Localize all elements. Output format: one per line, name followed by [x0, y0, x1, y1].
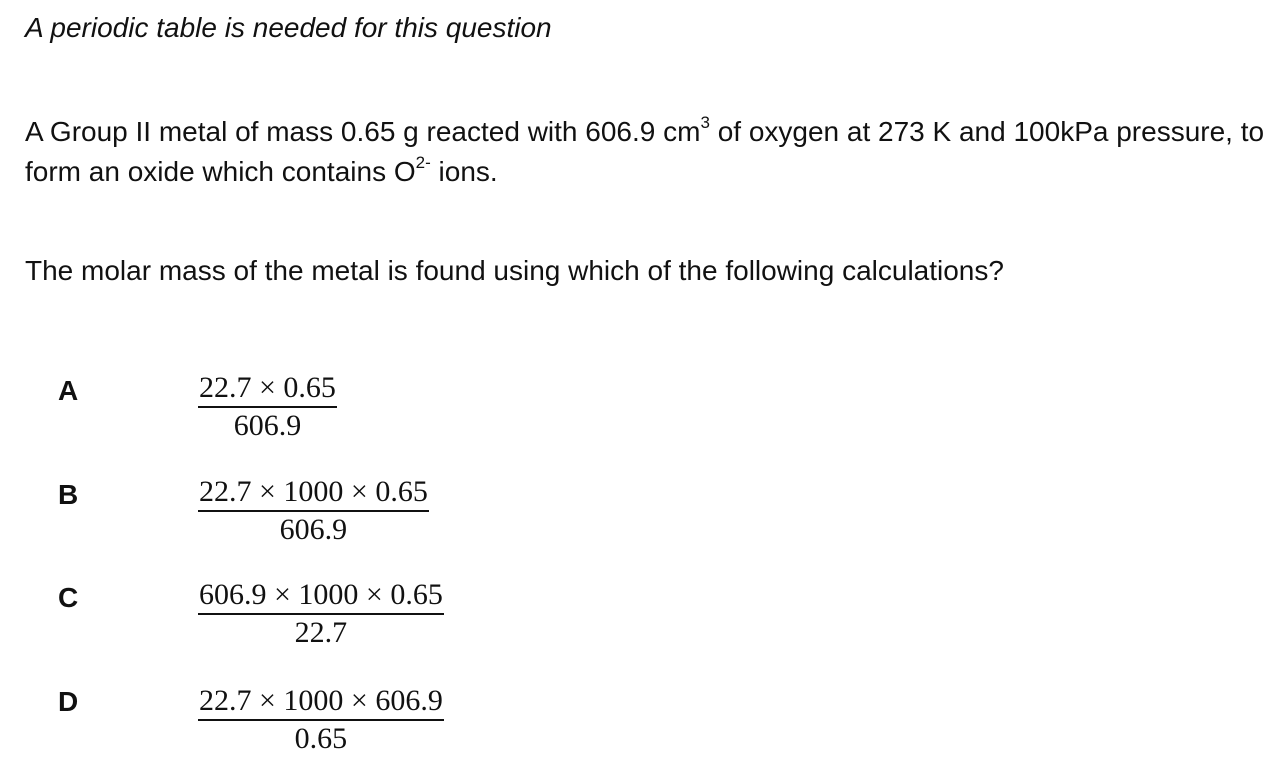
option-b-denominator: 606.9: [279, 513, 348, 546]
stem-text-2: of oxygen at 273 K and 100kPa pressure, to form an oxide which contains O: [25, 116, 1265, 187]
stem-text-3: ions.: [430, 156, 498, 187]
option-d-denominator: 0.65: [294, 722, 348, 755]
option-a-numerator: 22.7 × 0.65: [198, 371, 337, 408]
option-b-letter: B: [58, 479, 79, 510]
option-a-letter: A: [58, 375, 79, 406]
cubed-superscript: 3: [700, 112, 710, 132]
instruction-note: A periodic table is needed for this question: [25, 12, 552, 43]
option-d-numerator: 22.7 × 1000 × 606.9: [198, 684, 444, 721]
question-prompt: The molar mass of the metal is found using which of the following calculations?: [25, 255, 1004, 286]
option-b-fraction: [198, 475, 429, 547]
option-d-fraction: [198, 684, 444, 756]
option-c-fraction: [198, 578, 444, 650]
stem-text-1: A Group II metal of mass 0.65 g reacted with 606.9 cm: [25, 116, 701, 147]
option-c-letter: C: [58, 582, 79, 613]
question-stem: [25, 112, 1265, 192]
option-a-fraction: [198, 371, 337, 443]
option-c-denominator: 22.7: [294, 616, 348, 649]
option-d-letter: D: [58, 686, 79, 717]
option-a-denominator: 606.9: [233, 409, 302, 442]
ion-charge-superscript: 2-: [415, 152, 431, 172]
option-b-numerator: 22.7 × 1000 × 0.65: [198, 475, 429, 512]
option-c-numerator: 606.9 × 1000 × 0.65: [198, 578, 444, 615]
